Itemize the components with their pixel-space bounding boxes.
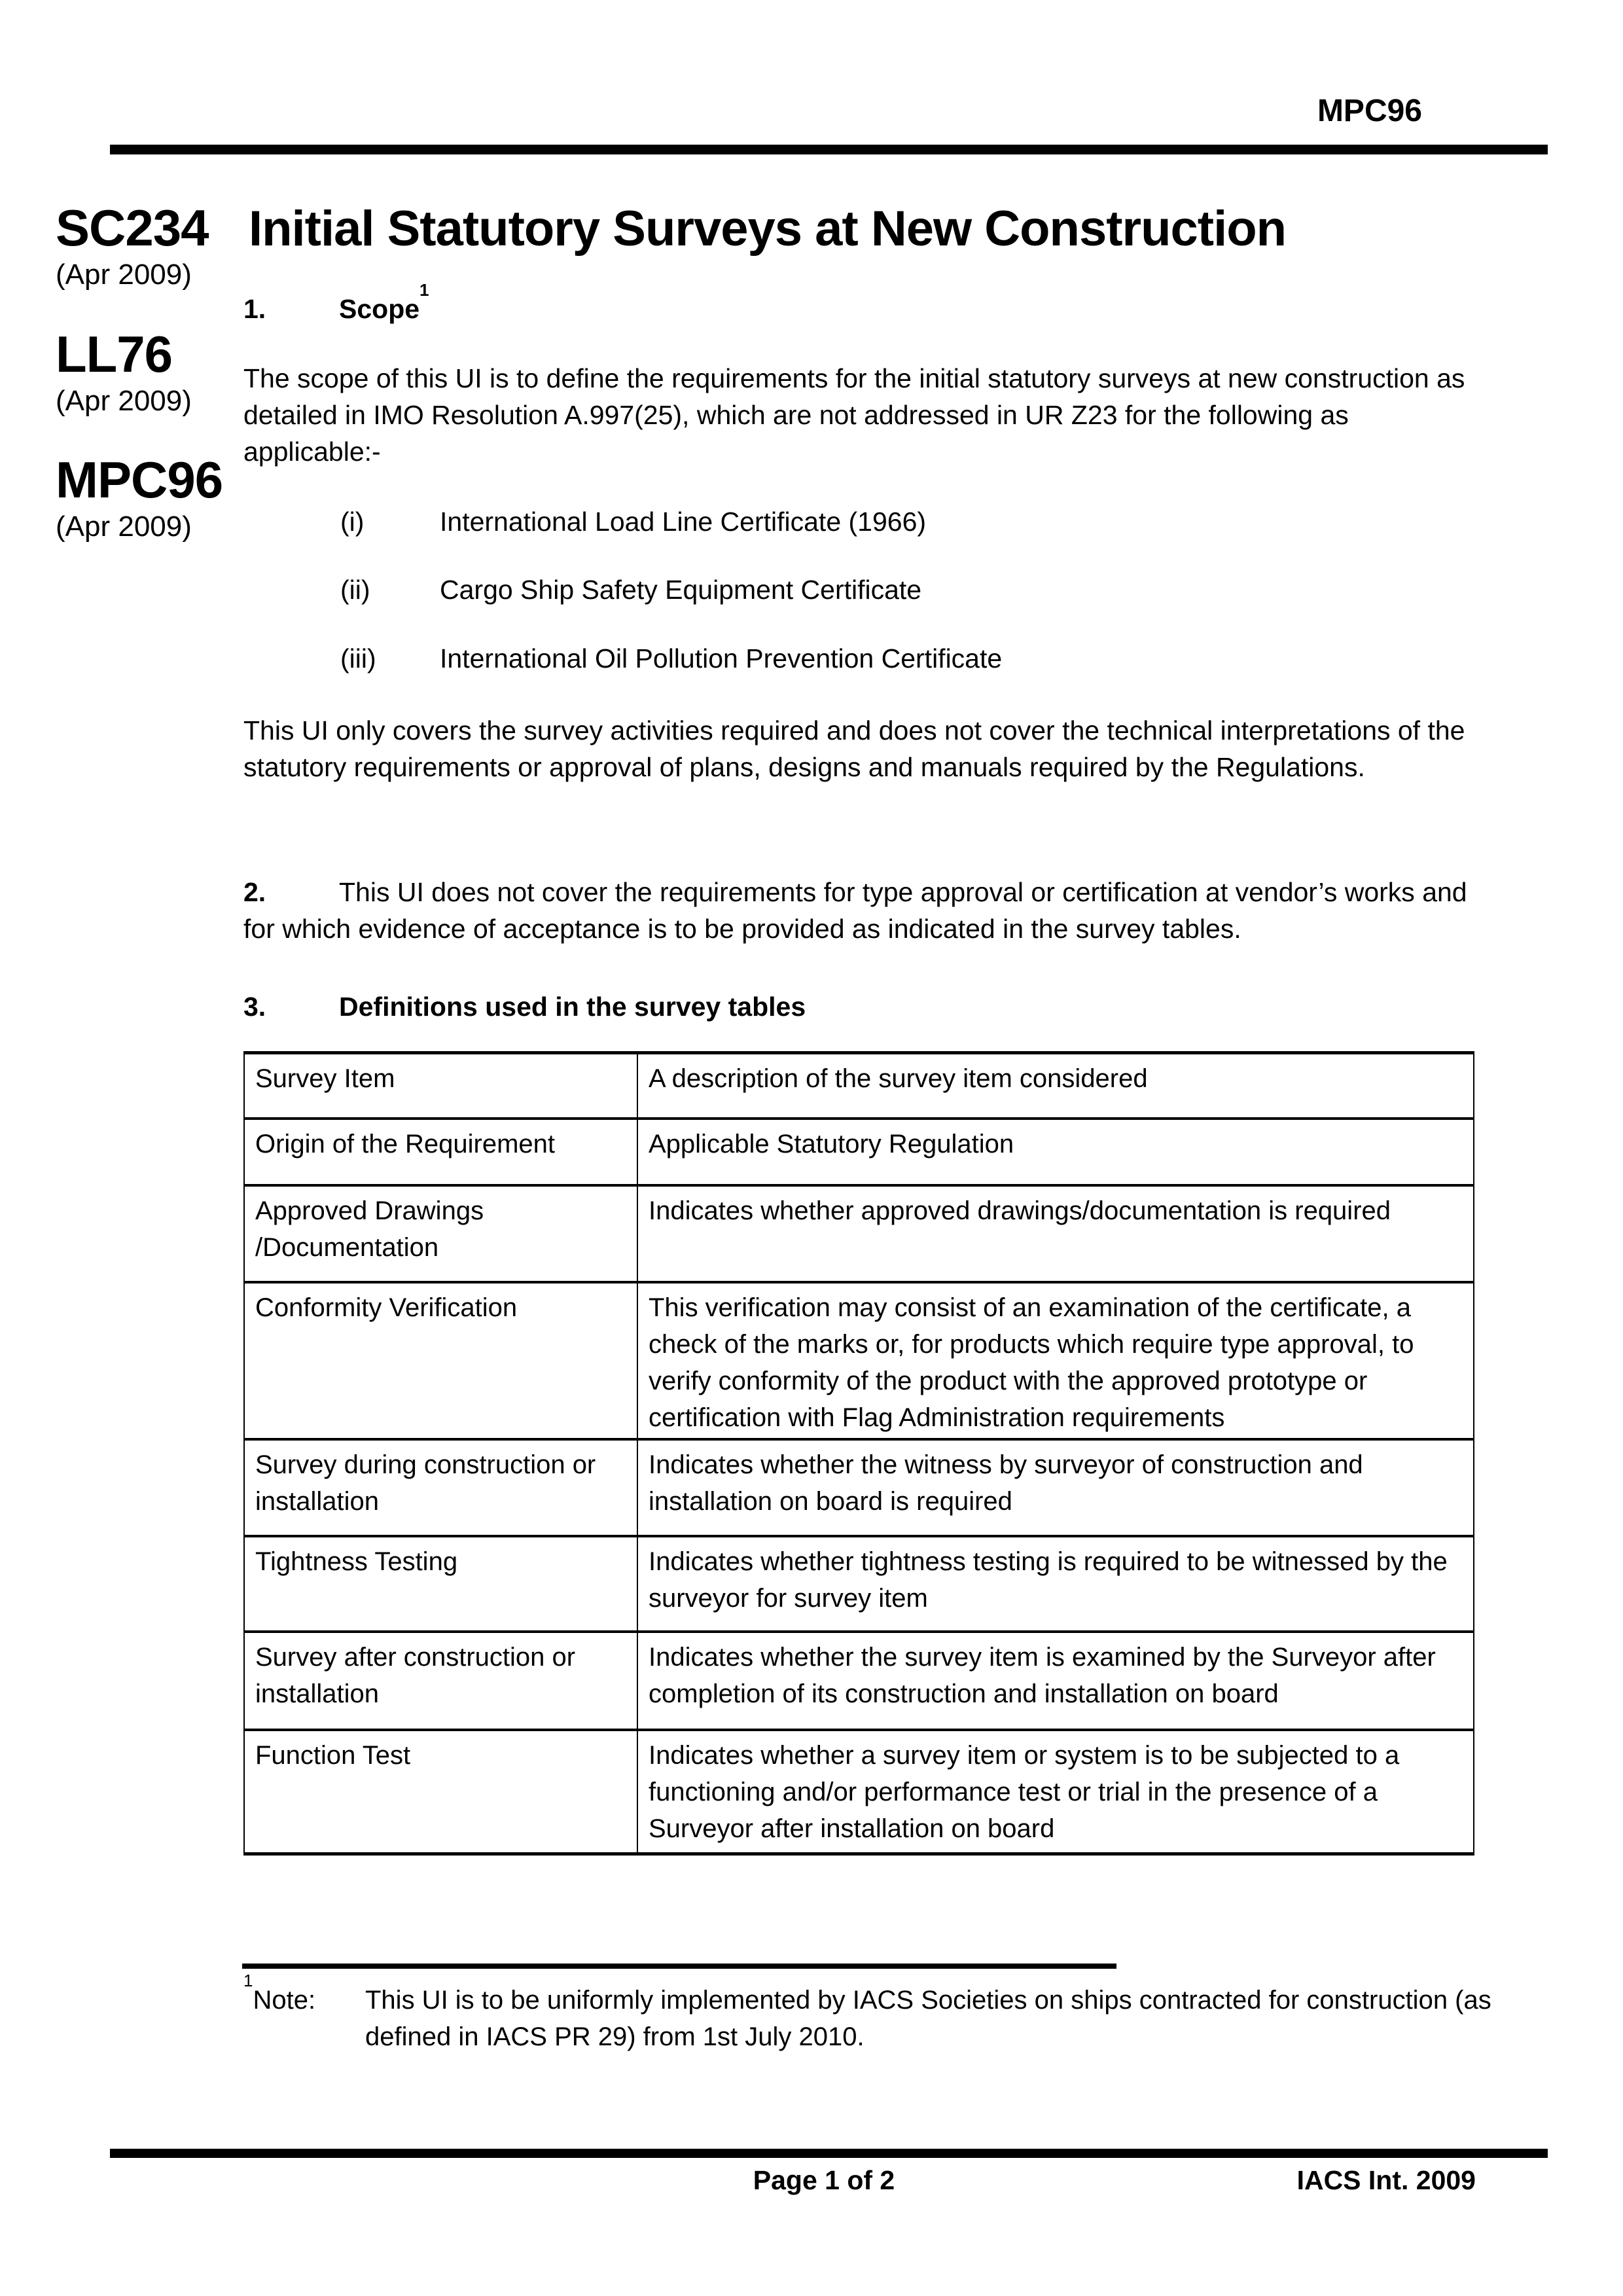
footnote-separator: [242, 1964, 1116, 1969]
list-item-text: International Load Line Certificate (1966): [440, 507, 927, 537]
definition-cell: Indicates whether the witness by surveyor of construction and installation on board is required: [637, 1439, 1474, 1536]
footnote: [243, 1971, 1517, 2055]
footer-publisher: IACS Int. 2009: [1296, 2165, 1476, 2195]
table-row: [244, 1282, 1474, 1439]
table-row: [244, 1536, 1474, 1632]
page-title: Initial Statutory Surveys at New Construction: [249, 201, 1287, 257]
term-cell: Approved Drawings /Documentation: [244, 1185, 637, 1282]
sidebar-entry-mpc96: [56, 452, 223, 543]
definitions-table: [243, 1051, 1474, 1856]
ui-code-date: (Apr 2009): [56, 259, 192, 291]
term-cell: Survey during construction or installation: [244, 1439, 637, 1536]
page-number: Page 1 of 2: [753, 2165, 895, 2195]
definition-cell: Indicates whether a survey item or system is to be subjected to a functioning and/or performance test or trial in the presence of a Surveyor after installation on board: [637, 1730, 1474, 1854]
list-item-certificate: [243, 503, 1577, 540]
section-2-text: This UI does not cover the requirements for type approval or certification at vendor’s works and for which evidence of acceptance is to be provided as indicated in the survey tables.: [243, 877, 1467, 944]
footnote-marker: [243, 1971, 365, 2018]
definition-cell: Applicable Statutory Regulation: [637, 1119, 1474, 1185]
coverage-paragraph: This UI only covers the survey activities required and does not cover the technical interpretations of the statutory requirements or approval of plans, designs and manuals required by the Regulations.: [243, 715, 1465, 782]
ui-code: SC234: [56, 199, 209, 257]
footnote-text: This UI is to be uniformly implemented by IACS Societies on ships contracted for construction (as defined in IACS PR 29) from 1st July 2010.: [365, 1986, 1491, 2051]
list-item-text: Cargo Ship Safety Equipment Certificate: [440, 575, 922, 605]
table-row: [244, 1119, 1474, 1185]
definition-cell: Indicates whether tightness testing is required to be witnessed by the surveyor for survey item: [637, 1536, 1474, 1632]
term-cell: Conformity Verification: [244, 1282, 637, 1439]
ui-code: MPC96: [56, 451, 223, 509]
footer-rule: [110, 2149, 1548, 2158]
footnote-reference: 1: [419, 280, 429, 300]
section-heading-definitions: [243, 988, 1480, 1025]
table-row: [244, 1730, 1474, 1854]
section-number: 1.: [243, 294, 266, 324]
footnote-label: Note:: [253, 1986, 316, 2015]
section-number: 2.: [243, 877, 266, 907]
header-document-code: MPC96: [1317, 94, 1422, 128]
definition-cell: Indicates whether approved drawings/documentation is required: [637, 1185, 1474, 1282]
table-row: [244, 1185, 1474, 1282]
list-item-certificate: [243, 640, 1577, 677]
term-cell: Survey Item: [244, 1053, 637, 1119]
sidebar-entry-ll76: [56, 326, 192, 418]
list-marker: (ii): [340, 575, 370, 605]
list-marker: (iii): [340, 643, 376, 673]
list-item-text: International Oil Pollution Prevention Certificate: [440, 643, 1003, 673]
term-cell: Origin of the Requirement: [244, 1119, 637, 1185]
sidebar-entry-sc234: [56, 200, 209, 291]
header-rule: [110, 145, 1548, 154]
section-label: Scope: [339, 294, 420, 324]
definition-cell: A description of the survey item considered: [637, 1053, 1474, 1119]
table-row: [244, 1053, 1474, 1119]
table-row: [244, 1632, 1474, 1730]
table-row: [244, 1439, 1474, 1536]
footnote-number: 1: [243, 1971, 253, 1990]
list-item-certificate: [243, 571, 1577, 608]
ui-code-date: (Apr 2009): [56, 511, 192, 543]
section-2-paragraph: [243, 874, 1500, 947]
list-marker: (i): [340, 507, 365, 537]
definition-cell: Indicates whether the survey item is examined by the Surveyor after completion of its construction and installation on board: [637, 1632, 1474, 1730]
section-label: Definitions used in the survey tables: [339, 992, 806, 1022]
term-cell: Tightness Testing: [244, 1536, 637, 1632]
term-cell: Survey after construction or installation: [244, 1632, 637, 1730]
scope-paragraph: The scope of this UI is to define the requirements for the initial statutory surveys at new construction as detailed in IMO Resolution A.997(25), which are not addressed in UR Z23 for the following as applicable:-: [243, 363, 1465, 467]
definition-cell: This verification may consist of an examination of the certificate, a check of the marks or, for products which require type approval, to verify conformity of the product with the approved prototype or certification with Flag Administration requirements: [637, 1282, 1474, 1439]
ui-code-date: (Apr 2009): [56, 385, 192, 417]
section-heading-scope: [243, 280, 1480, 327]
term-cell: Function Test: [244, 1730, 637, 1854]
ui-code: LL76: [56, 325, 173, 383]
section-number: 3.: [243, 992, 266, 1022]
